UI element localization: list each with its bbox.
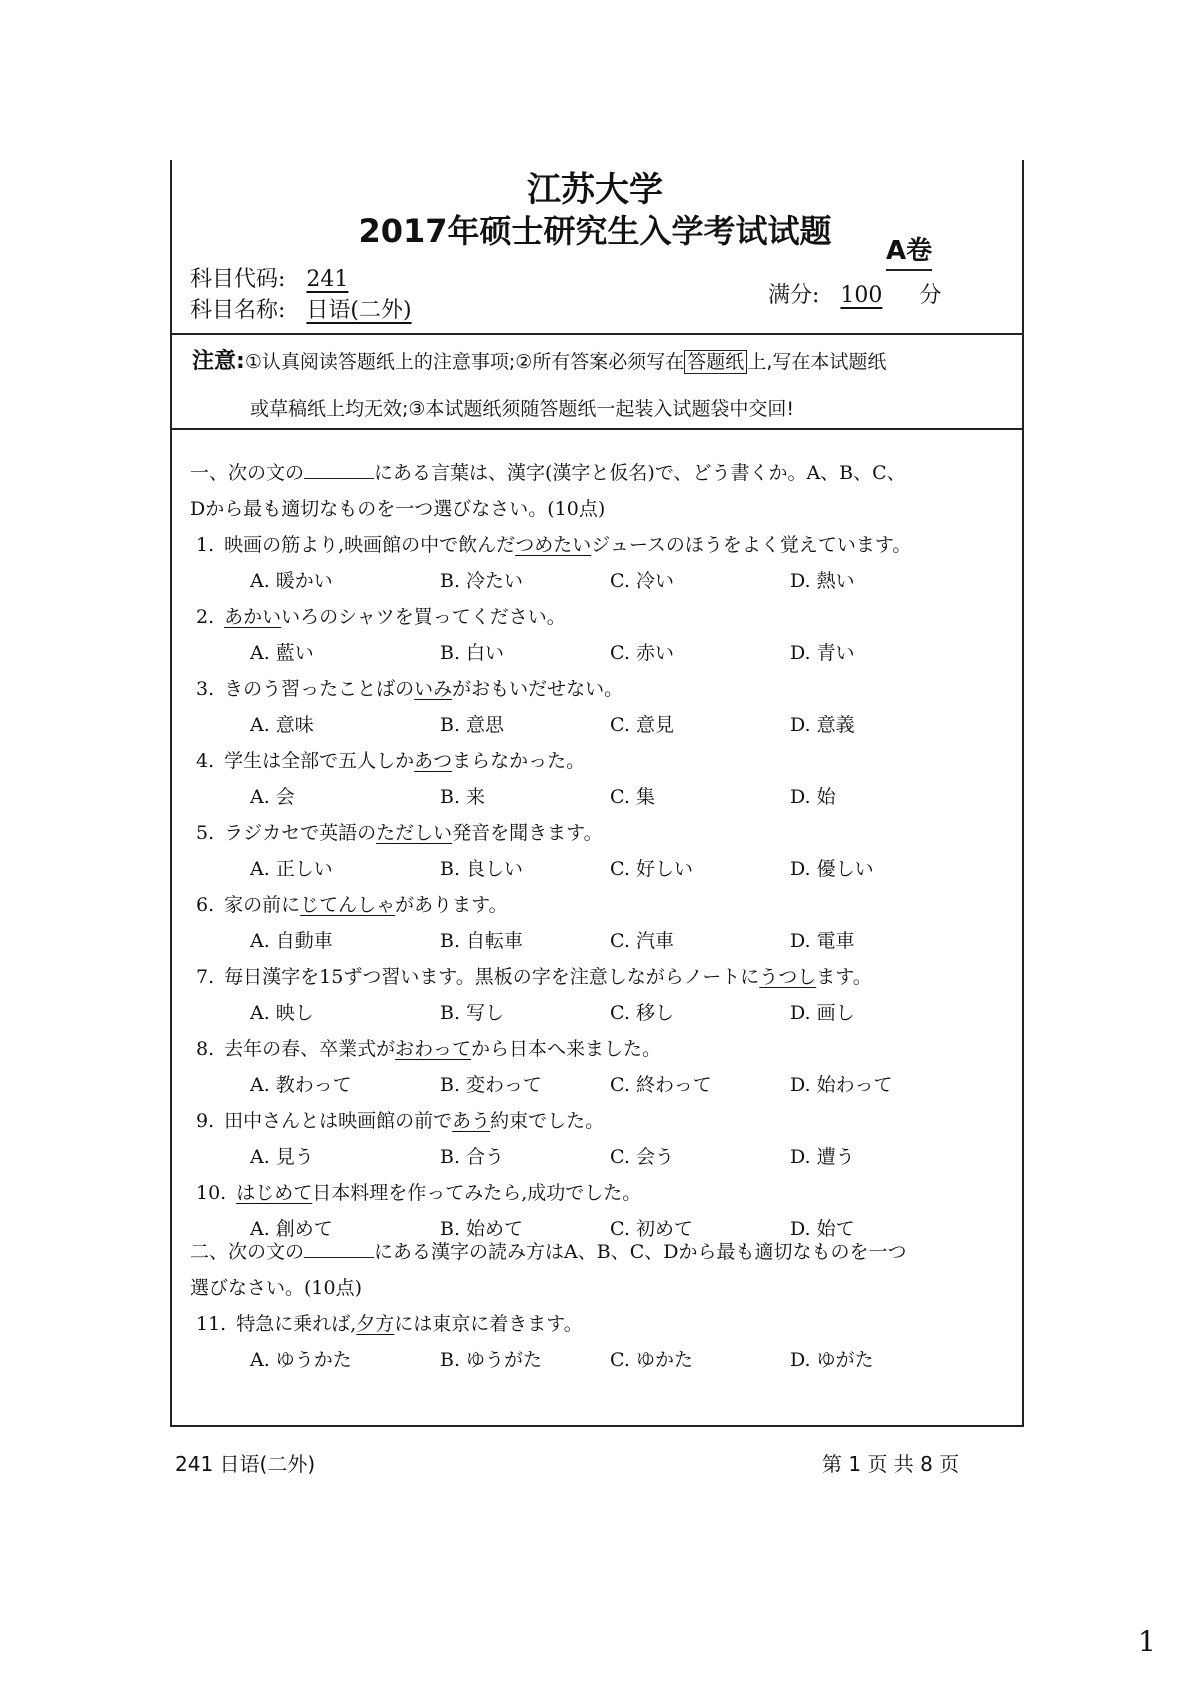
answer-option: A. 正しい [250,858,333,880]
section1-instruction: Dから最も適切なものを一つ選びなさい。(10点) [190,498,606,520]
question-underlined: おわって [395,1038,471,1060]
answer-option: D. 画し [790,1002,855,1024]
answer-option: D. 青い [790,642,855,664]
answer-option: A. ゆうかた [250,1349,352,1371]
answer-option: D. 始て [790,1218,855,1240]
question-row [196,1034,661,1061]
answer-option: C. 冷い [610,570,674,592]
question-text-pre: 学生は全部で五人しか [224,750,415,772]
question-underlined: ただしい [376,822,453,844]
question-text-pre: 毎日漢字を15ずつ習います。黒板の字を注意しながらノートに [224,966,760,988]
subject-name [190,293,412,324]
exam-title: 2017年硕士研究生入学考试试题 [358,212,832,250]
question-underlined: うつし [759,966,817,988]
answer-option: A. 見う [250,1146,314,1168]
answer-option: C. 会う [610,1146,674,1168]
question-text-post: があります。 [395,894,508,916]
question-number: 11. [196,1313,227,1335]
answer-option: B. 自転車 [440,930,524,952]
question-number: 1. [196,534,215,556]
answer-option: C. 好しい [610,858,693,880]
notice-text-1b: 上,写在本试题纸 [747,351,887,373]
notice-line-1 [192,344,1002,375]
question-underlined: あう [452,1110,491,1132]
answer-option: D. 熱い [790,570,855,592]
question-text-post: 発音を聞きます。 [452,822,603,844]
question-row [196,962,872,989]
score-value: 100 [840,283,883,308]
answer-option: A. 会 [250,786,295,808]
answer-option: B. ゆうがた [440,1349,543,1371]
footer-subject: 241 日语(二外) [175,1452,316,1476]
question-text-pre: 特急に乗れば, [236,1313,357,1335]
question-text-pre: 家の前に [224,894,301,916]
question-underlined: あかい [224,606,282,628]
question-row [196,1178,641,1205]
answer-option: A. 自動車 [250,930,333,952]
question-text-post: いろのシャツを買ってください。 [281,606,566,628]
question-row [196,746,585,773]
question-underlined: あつ [414,750,453,772]
answer-option: C. 終わって [610,1074,712,1096]
name-label: 科目名称: [190,298,286,323]
question-text-post: ます。 [816,966,872,988]
answer-option: B. 写し [440,1002,505,1024]
answer-option: C. 汽車 [610,930,674,952]
answer-option: D. 遭う [790,1146,855,1168]
question-underlined: いみ [414,678,453,700]
answer-option: C. ゆかた [610,1349,693,1371]
question-number: 9. [196,1110,215,1132]
question-row [196,890,508,917]
footer-page-info: 第 1 页 共 8 页 [822,1452,960,1476]
subject-code [190,262,348,293]
notice-label: 注意: [192,349,245,374]
answer-option: D. 優しい [790,858,874,880]
answer-option: A. 暖かい [250,570,333,592]
question-text-post: から日本へ来ました。 [470,1038,661,1060]
answer-option: C. 意見 [610,714,674,736]
answer-option: A. 教わって [250,1074,352,1096]
question-text-post: まらなかった。 [452,750,586,772]
answer-option: D. 始 [790,786,836,808]
answer-option: C. 移し [610,1002,674,1024]
answer-option: A. 創めて [250,1218,333,1240]
question-text-pre: きのう習ったことばの [224,678,415,700]
section1-pre: 一、次の文の [190,462,305,484]
section1-heading [190,458,906,485]
question-text-pre: ラジカセで英語の [224,822,377,844]
answer-option: B. 合う [440,1146,505,1168]
answer-option: C. 集 [610,786,655,808]
question-number: 2. [196,606,215,628]
page-number: 1 [1138,1625,1156,1658]
question-underlined: はじめて [236,1182,313,1204]
question-underlined: じてんしゃ [300,894,396,916]
question-text-post: ジュースのほうをよく覚えています。 [591,534,912,556]
question-number: 7. [196,966,215,988]
question-text-post: には東京に着きます。 [394,1313,583,1335]
answer-option: B. 冷たい [440,570,524,592]
full-score [768,278,941,309]
question-row [196,1309,583,1336]
question-row [196,530,911,557]
question-underlined: つめたい [515,534,592,556]
answer-option: D. 始わって [790,1074,893,1096]
notice-text-1: ①认真阅读答题纸上的注意事项;②所有答案必须写在 [244,351,685,373]
section2-heading [190,1237,906,1264]
question-row [196,674,623,701]
divider-top [170,333,1022,335]
code-value: 241 [306,267,349,292]
answer-option: A. 映し [250,1002,314,1024]
question-text-post: 約束でした。 [490,1110,605,1132]
section1-post: にある言葉は、漢字(漢字と仮名)で、どう書くか。A、B、C、 [374,462,906,484]
name-value: 日语(二外) [306,298,412,323]
blank-line [304,477,374,479]
section2-post: にある漢字の読み方はA、B、C、Dから最も適切なものを一つ [374,1241,907,1263]
notice-line-2: 或草稿纸上均无效;③本试题纸须随答题纸一起装入试题袋中交回! [250,398,795,420]
answer-option: A. 意味 [250,714,314,736]
question-text-post: 日本料理を作ってみたら,成功でした。 [312,1182,642,1204]
score-unit: 分 [919,283,942,308]
answer-option: B. 変わって [440,1074,542,1096]
answer-option: B. 来 [440,786,486,808]
answer-option: C. 赤い [610,642,674,664]
answer-option: B. 始めて [440,1218,524,1240]
answer-option: A. 藍い [250,642,314,664]
question-number: 3. [196,678,215,700]
answer-option: B. 良しい [440,858,524,880]
answer-option: D. 意義 [790,714,855,736]
question-number: 8. [196,1038,215,1060]
question-text-post: がおもいだせない。 [452,678,624,700]
answer-option: D. ゆがた [790,1349,874,1371]
university-title: 江苏大学 [527,170,663,210]
question-number: 5. [196,822,215,844]
question-row [196,1106,604,1133]
question-text-pre: 映画の筋より,映画館の中で飲んだ [224,534,516,556]
question-row [196,818,603,845]
question-row [196,602,566,629]
answer-option: B. 白い [440,642,505,664]
section2-pre: 二、次の文の [190,1241,305,1263]
question-text-pre: 田中さんとは映画館の前で [224,1110,453,1132]
question-underlined: 夕方 [356,1313,395,1335]
question-number: 6. [196,894,215,916]
question-text-pre: 去年の春、卒業式が [224,1038,396,1060]
score-label: 满分: [768,283,820,308]
question-number: 10. [196,1182,227,1204]
blank-line [304,1256,374,1258]
question-number: 4. [196,750,215,772]
answer-option: D. 電車 [790,930,855,952]
paper-type: A卷 [886,230,932,271]
divider-bottom [170,428,1022,430]
answer-sheet-box: 答题纸 [684,350,747,374]
section2-instruction: 選びなさい。(10点) [190,1277,363,1299]
answer-option: B. 意思 [440,714,505,736]
answer-option: C. 初めて [610,1218,693,1240]
code-label: 科目代码: [190,267,286,292]
